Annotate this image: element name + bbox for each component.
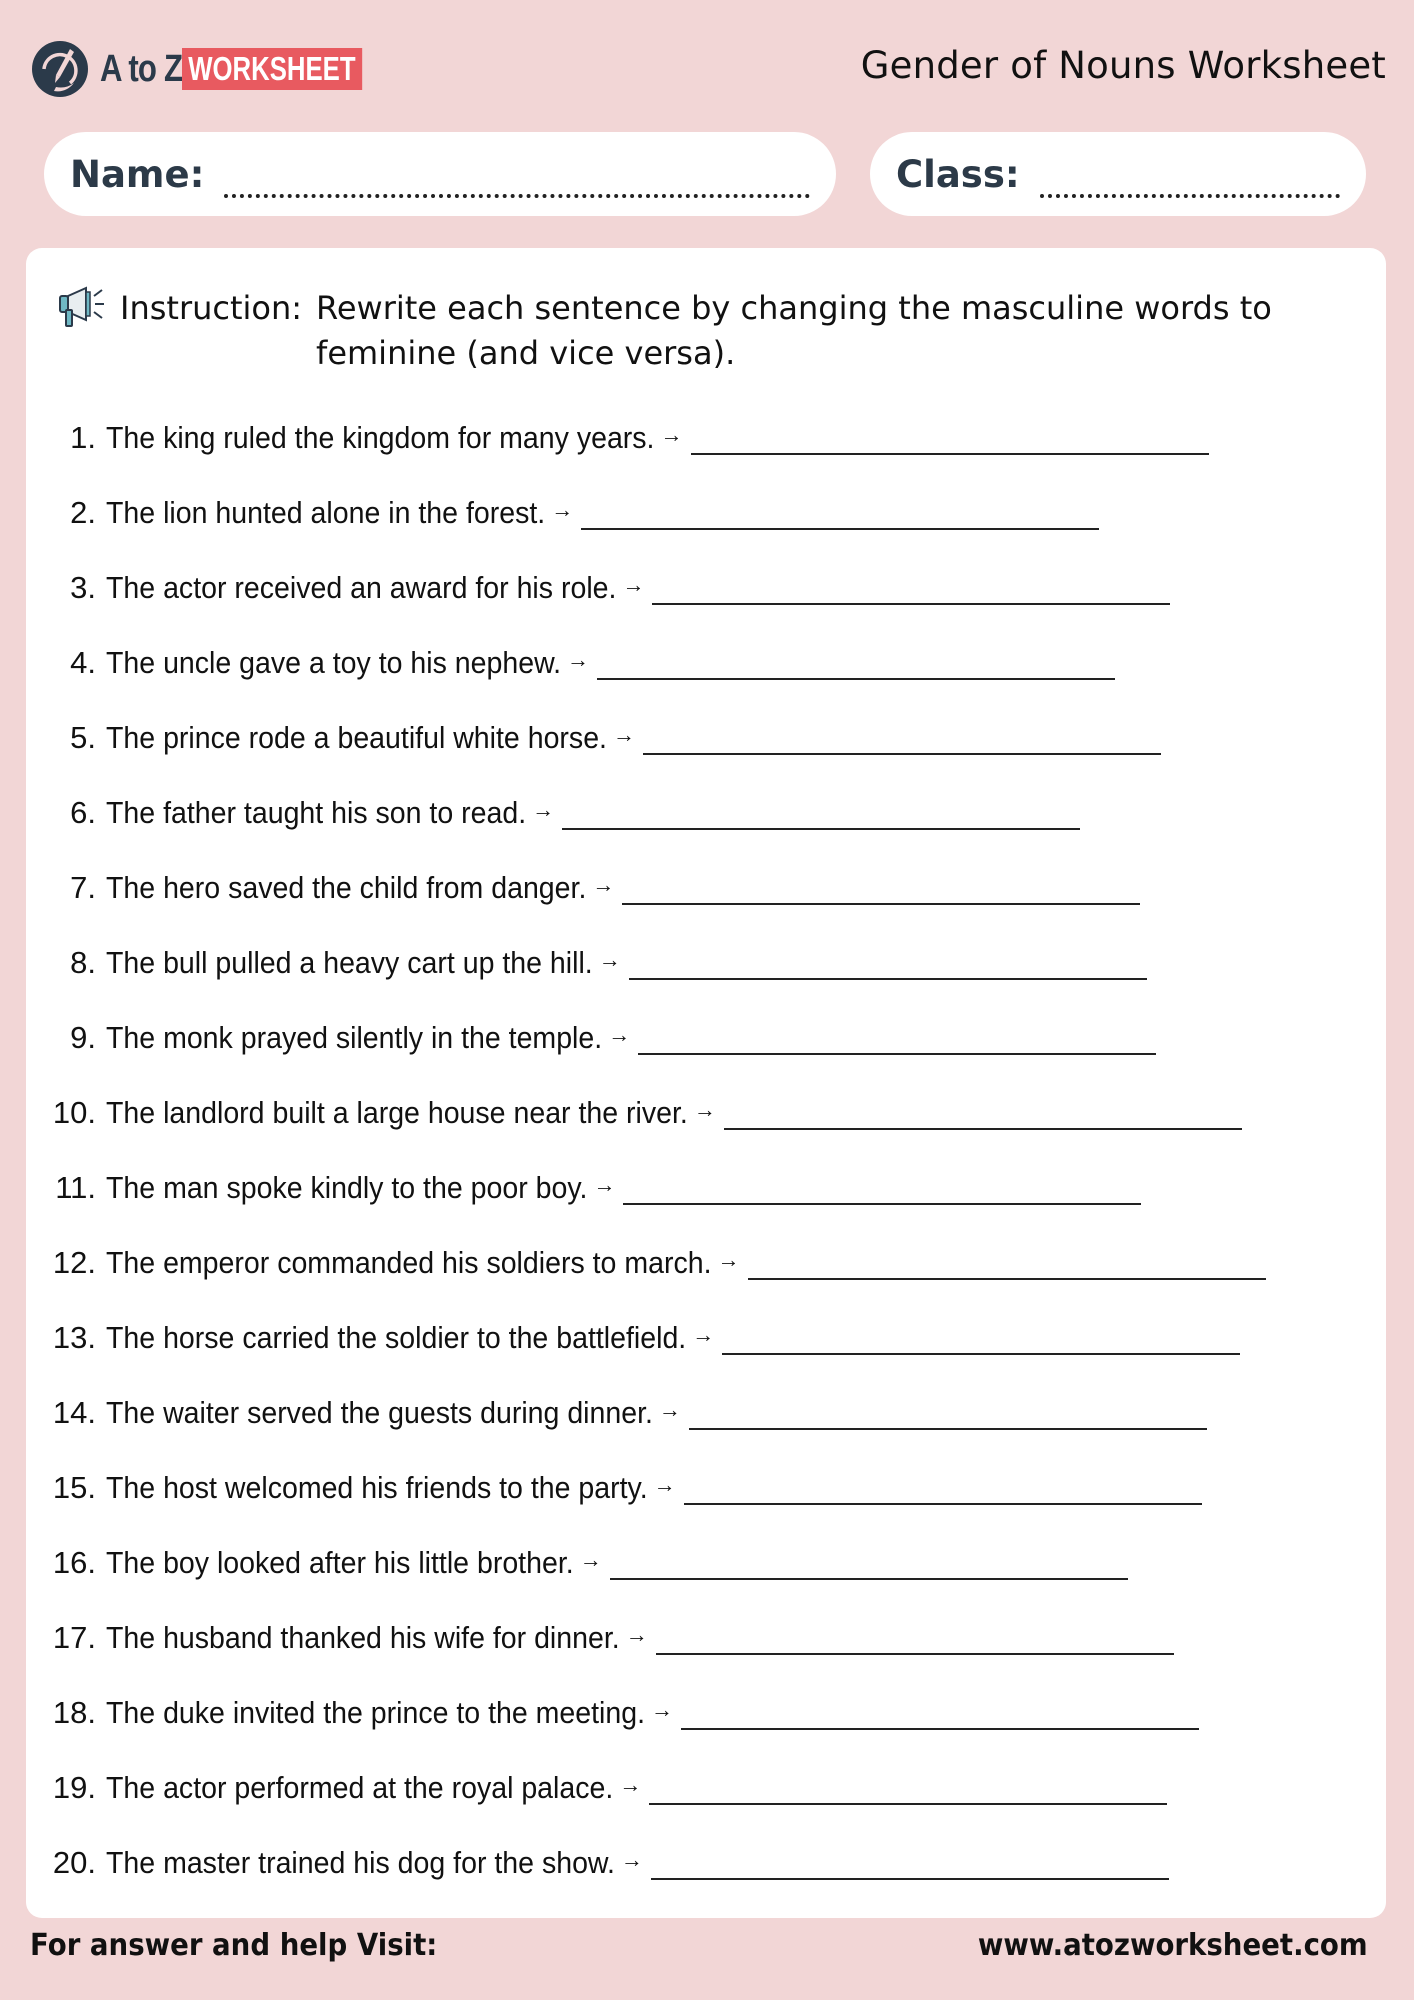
item-number: 2. bbox=[70, 494, 96, 530]
instruction-block bbox=[56, 286, 1326, 376]
megaphone-icon bbox=[56, 286, 108, 330]
item-sentence: The landlord built a large house near the river. bbox=[106, 1094, 688, 1130]
item-sentence: The master trained his dog for the show. bbox=[106, 1844, 615, 1880]
arrow-icon: → bbox=[717, 1246, 740, 1272]
sentence-group bbox=[106, 645, 1115, 681]
arrow-icon: → bbox=[658, 1396, 681, 1422]
list-item bbox=[26, 475, 1386, 550]
item-sentence: The actor received an award for his role. bbox=[106, 569, 617, 605]
arrow-icon: → bbox=[625, 1621, 648, 1647]
name-label: Name: bbox=[70, 152, 205, 196]
list-item bbox=[26, 1225, 1386, 1300]
list-item bbox=[26, 1150, 1386, 1225]
item-sentence: The bull pulled a heavy cart up the hill. bbox=[106, 944, 593, 980]
sentence-group bbox=[106, 1770, 1167, 1806]
answer-line[interactable] bbox=[684, 1503, 1202, 1505]
list-item bbox=[26, 700, 1386, 775]
answer-line[interactable] bbox=[629, 978, 1147, 980]
item-number: 10. bbox=[52, 1094, 96, 1130]
arrow-icon: → bbox=[653, 1471, 676, 1497]
item-number: 14. bbox=[52, 1394, 96, 1430]
sentence-group bbox=[106, 1020, 1156, 1056]
list-item bbox=[26, 400, 1386, 475]
item-sentence: The actor performed at the royal palace. bbox=[106, 1769, 614, 1805]
item-sentence: The uncle gave a toy to his nephew. bbox=[106, 644, 562, 680]
list-item bbox=[26, 1300, 1386, 1375]
item-number: 4. bbox=[70, 644, 96, 680]
item-number: 3. bbox=[70, 569, 96, 605]
sentence-group bbox=[106, 795, 1080, 831]
item-number: 9. bbox=[70, 1019, 96, 1055]
list-item bbox=[26, 850, 1386, 925]
list-item bbox=[26, 925, 1386, 1000]
arrow-icon: → bbox=[598, 946, 621, 972]
item-sentence: The waiter served the guests during dinner. bbox=[106, 1394, 653, 1430]
answer-line[interactable] bbox=[581, 528, 1099, 530]
answer-line[interactable] bbox=[689, 1428, 1207, 1430]
sentence-group bbox=[106, 1395, 1207, 1431]
item-sentence: The duke invited the prince to the meeting. bbox=[106, 1694, 646, 1730]
sentence-group bbox=[106, 1545, 1128, 1581]
item-number: 17. bbox=[52, 1619, 96, 1655]
arrow-icon: → bbox=[551, 496, 574, 522]
item-sentence: The husband thanked his wife for dinner. bbox=[106, 1619, 620, 1655]
item-number: 8. bbox=[70, 944, 96, 980]
item-sentence: The boy looked after his little brother. bbox=[106, 1544, 574, 1580]
sentence-group bbox=[106, 1245, 1266, 1281]
arrow-icon: → bbox=[567, 646, 590, 672]
name-dotted-line[interactable] bbox=[224, 164, 810, 198]
item-number: 7. bbox=[70, 869, 96, 905]
list-item bbox=[26, 1750, 1386, 1825]
item-sentence: The emperor commanded his soldiers to march. bbox=[106, 1244, 712, 1280]
name-field[interactable] bbox=[44, 132, 836, 216]
instruction-text: Rewrite each sentence by changing the masculine words to feminine (and vice versa). bbox=[316, 289, 1272, 372]
sentence-group bbox=[106, 1845, 1169, 1881]
footer-website-link[interactable]: www.atozworksheet.com bbox=[978, 1928, 1368, 1963]
list-item bbox=[26, 1450, 1386, 1525]
arrow-icon: → bbox=[593, 1171, 616, 1197]
logo-badge: WORKSHEET bbox=[182, 48, 362, 90]
answer-line[interactable] bbox=[623, 1203, 1141, 1205]
item-sentence: The monk prayed silently in the temple. bbox=[106, 1019, 603, 1055]
logo-text: A to Z bbox=[100, 47, 183, 90]
sentence-group bbox=[106, 870, 1140, 906]
arrow-icon: → bbox=[660, 421, 683, 447]
sentence-group bbox=[106, 1095, 1242, 1131]
arrow-icon: → bbox=[651, 1696, 674, 1722]
item-number: 5. bbox=[70, 719, 96, 755]
sentence-group bbox=[106, 1320, 1240, 1356]
list-item bbox=[26, 1675, 1386, 1750]
answer-line[interactable] bbox=[638, 1053, 1156, 1055]
item-number: 15. bbox=[52, 1469, 96, 1505]
answer-line[interactable] bbox=[681, 1728, 1199, 1730]
item-number: 13. bbox=[52, 1319, 96, 1355]
sentence-group bbox=[106, 1470, 1202, 1506]
class-dotted-line[interactable] bbox=[1040, 164, 1340, 198]
item-sentence: The horse carried the soldier to the battlefield. bbox=[106, 1319, 687, 1355]
arrow-icon: → bbox=[619, 1771, 642, 1797]
answer-line[interactable] bbox=[562, 828, 1080, 830]
sentence-list bbox=[26, 400, 1386, 1900]
sentence-group bbox=[106, 1170, 1141, 1206]
list-item bbox=[26, 1525, 1386, 1600]
arrow-icon: → bbox=[612, 721, 635, 747]
sentence-group bbox=[106, 720, 1161, 756]
list-item bbox=[26, 775, 1386, 850]
item-sentence: The father taught his son to read. bbox=[106, 794, 527, 830]
arrow-icon: → bbox=[620, 1846, 643, 1872]
item-sentence: The hero saved the child from danger. bbox=[106, 869, 587, 905]
item-number: 16. bbox=[52, 1544, 96, 1580]
item-sentence: The king ruled the kingdom for many years. bbox=[106, 419, 655, 455]
item-sentence: The host welcomed his friends to the party. bbox=[106, 1469, 648, 1505]
list-item bbox=[26, 550, 1386, 625]
list-item bbox=[26, 1000, 1386, 1075]
answer-line[interactable] bbox=[649, 1803, 1167, 1805]
answer-line[interactable] bbox=[651, 1878, 1169, 1880]
answer-line[interactable] bbox=[610, 1578, 1128, 1580]
class-label: Class: bbox=[896, 152, 1020, 196]
arrow-icon: → bbox=[592, 871, 615, 897]
answer-line[interactable] bbox=[722, 1353, 1240, 1355]
sentence-group bbox=[106, 570, 1170, 606]
list-item bbox=[26, 1075, 1386, 1150]
list-item bbox=[26, 1375, 1386, 1450]
arrow-icon: → bbox=[532, 796, 555, 822]
item-number: 18. bbox=[52, 1694, 96, 1730]
worksheet-title: Gender of Nouns Worksheet bbox=[860, 44, 1386, 87]
item-number: 19. bbox=[52, 1769, 96, 1805]
sentence-group bbox=[106, 1620, 1174, 1656]
item-sentence: The prince rode a beautiful white horse. bbox=[106, 719, 607, 755]
answer-line[interactable] bbox=[691, 453, 1209, 455]
answer-line[interactable] bbox=[643, 753, 1161, 755]
answer-line[interactable] bbox=[622, 903, 1140, 905]
list-item bbox=[26, 1825, 1386, 1900]
answer-line[interactable] bbox=[656, 1653, 1174, 1655]
answer-line[interactable] bbox=[724, 1128, 1242, 1130]
arrow-icon: → bbox=[692, 1321, 715, 1347]
item-number: 1. bbox=[70, 419, 96, 455]
arrow-icon: → bbox=[693, 1096, 716, 1122]
arrow-icon: → bbox=[622, 571, 645, 597]
answer-line[interactable] bbox=[652, 603, 1170, 605]
list-item bbox=[26, 1600, 1386, 1675]
class-field[interactable] bbox=[870, 132, 1366, 216]
item-number: 12. bbox=[52, 1244, 96, 1280]
pen-nib-icon bbox=[30, 39, 90, 99]
arrow-icon: → bbox=[579, 1546, 602, 1572]
sentence-group bbox=[106, 1695, 1199, 1731]
answer-line[interactable] bbox=[597, 678, 1115, 680]
answer-line[interactable] bbox=[748, 1278, 1266, 1280]
item-number: 20. bbox=[52, 1844, 96, 1880]
instruction-label: Instruction: bbox=[120, 289, 303, 327]
footer-help-text: For answer and help Visit: bbox=[30, 1928, 438, 1963]
item-sentence: The man spoke kindly to the poor boy. bbox=[106, 1169, 588, 1205]
arrow-icon: → bbox=[608, 1021, 631, 1047]
item-sentence: The lion hunted alone in the forest. bbox=[106, 494, 546, 530]
site-logo bbox=[30, 38, 413, 100]
sentence-group bbox=[106, 495, 1099, 531]
sentence-group bbox=[106, 420, 1209, 456]
worksheet-panel bbox=[26, 248, 1386, 1918]
item-number: 6. bbox=[70, 794, 96, 830]
list-item bbox=[26, 625, 1386, 700]
item-number: 11. bbox=[55, 1169, 96, 1205]
sentence-group bbox=[106, 945, 1147, 981]
